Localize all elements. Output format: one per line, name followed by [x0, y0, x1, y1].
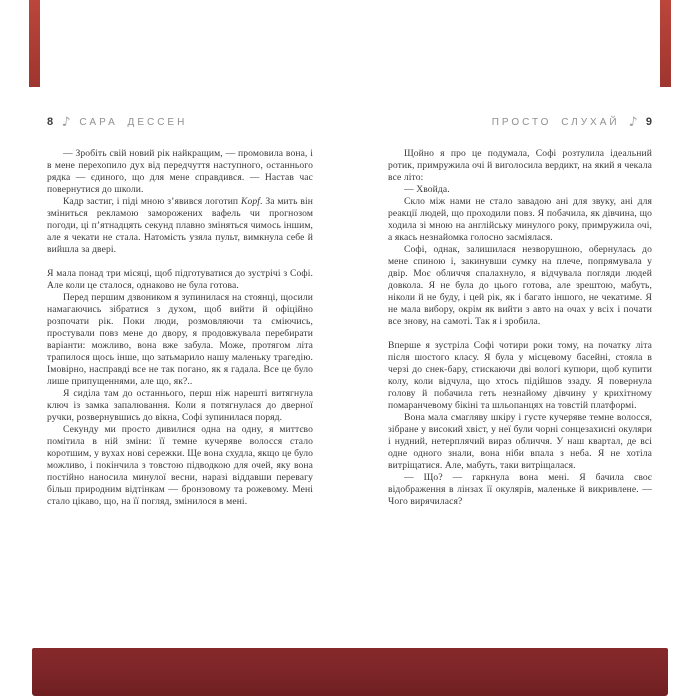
author-running-title: САРА ДЕССЕН	[79, 116, 188, 128]
paragraph: Скло між нами не стало завадою ані для звуку, ані для реакції людей, що проходили повз. Я побачила, як дівчина, що ходила зі мною на англійську минулого року, примружила очі, а якась незнайомка голосно засміялася.	[388, 196, 652, 243]
left-page-number: 8	[47, 116, 54, 128]
right-page-header	[388, 115, 652, 129]
paragraph: Я сиділа там до останнього, перш ніж нарешті витягнула ключ із замка запалювання. Коли я потягнулася до дверної ручки, розвернувшись до вікна, Софі зупинилася поряд.	[47, 388, 313, 423]
left-page-header	[47, 115, 313, 129]
music-note-icon: ♪	[627, 114, 638, 130]
book-cover-edge-bottom	[32, 648, 668, 696]
paragraph: Софі, однак, залишилася незворушною, обернулась до мене спиною і, закинувши сумку на плече, попрямувала у двір. Моє обличчя спалахнуло, я відчувала погляди людей довкола. Я не була до цього готова, але зрештою, мабуть, ніколи й не буду, і цей рік, як і багато іншого, не чекатиме. Я не мала вибору, окрім як вийти з авто на очах у всіх і почати все знову, на самоті. Так я і зробила.	[388, 244, 652, 327]
right-page	[388, 115, 652, 508]
music-note-icon: ♪	[61, 114, 72, 130]
right-page-text	[388, 148, 652, 508]
right-page-number: 9	[645, 116, 652, 128]
paragraph: Я мала понад три місяці, щоб підготуватися до зустрічі з Софі. Але коли це сталося, однаково не була готова.	[47, 268, 313, 291]
paragraph: — Хвойда.	[404, 184, 450, 195]
book-cover-edge-top-right	[660, 0, 671, 87]
paragraph: Щойно я про це подумала, Софі розтулила ідеальний ротик, примружила очі й виголосила вердикт, на який я чекала все літо:	[388, 148, 652, 183]
paragraph: Вона мала смагляву шкіру і густе кучеряве темне волосся, зібране у високий хвіст, у неї були чорні сонцезахисні окуляри і нудний, нетерплячий вираз обличчя. У наш квартал, де всі одне одного знали, вона ніби впала з неба. Я не хотіла витріщатися. Але, мабуть, таки витріщалася.	[388, 412, 652, 471]
paragraph: Перед першим дзвоником я зупинилася на стоянці, щосили намагаючись зібратися з духом, щоб вийти й офіційно розпочати рік. Поки люди, розмовляючи та сміючись, простували повз мене до двору, я продовжувала перебирати варіанти: можливо, вона вже забула. Може, протягом літа трапилося щось інше, що затьмарило нашу маленьку трагедію. Імовірно, насправді все не так погано, як я гадала. Все це було лише припущеннями, але що, як?..	[47, 292, 313, 387]
paragraph: Вперше я зустріла Софі чотири роки тому, на початку літа після шостого класу. Я була у місцевому басейні, стояла в черзі до снек-бару, стискаючи дві вологі купюри, щоб купити колу, коли відчула, що хтось підійшов ззаду. Я повернула голову й побачила геть незнайому дівчину у крихітному помаранчевому бікіні та шльопанцях на товстій платформі.	[388, 340, 652, 411]
paragraph: — Зробіть свій новий рік найкращим, — промовила вона, і в мене перехопило дух від передчуття наступного, останнього рядка — єдиного, що для мене справдився. — Настав час повернутися до школи.	[47, 148, 313, 195]
paragraph: — Що? — гаркнула вона мені. Я бачила своє відображення в лінзах її окулярів, маленьке й викривлене. — Чого вирячилася?	[388, 472, 652, 507]
paragraph: Кадр застиг, і піді мною з’явився логотип Kopf. За мить він зміниться рекламою заморожених вафель чи прогнозом погоди, ці п’ятнадцять секунд плавно зміняться чимось іншим, але я чекати не стала. Натомість узяла пульт, вимкнула себе й вийшла за двері.	[47, 196, 313, 255]
book-cover-edge-top-left	[29, 0, 40, 87]
book-title-running-title: ПРОСТО СЛУХАЙ	[491, 116, 620, 128]
paragraph: Секунду ми просто дивилися одна на одну, я миттєво помітила в ній зміни: її темне кучеряве волосся стало коротшим, у вухах нові сережки. Ще вона схудла, якщо це було можливо, і покінчила з товстою підводкою для очей, яку вона постійно наносила минулої весни, наразі віддавши перевагу більш природним відтінкам — бронзовому та рожевому. Мені стало цікаво, що, на її погляд, змінилося в мені.	[47, 424, 313, 507]
left-page	[47, 115, 313, 508]
left-page-text	[47, 148, 313, 508]
